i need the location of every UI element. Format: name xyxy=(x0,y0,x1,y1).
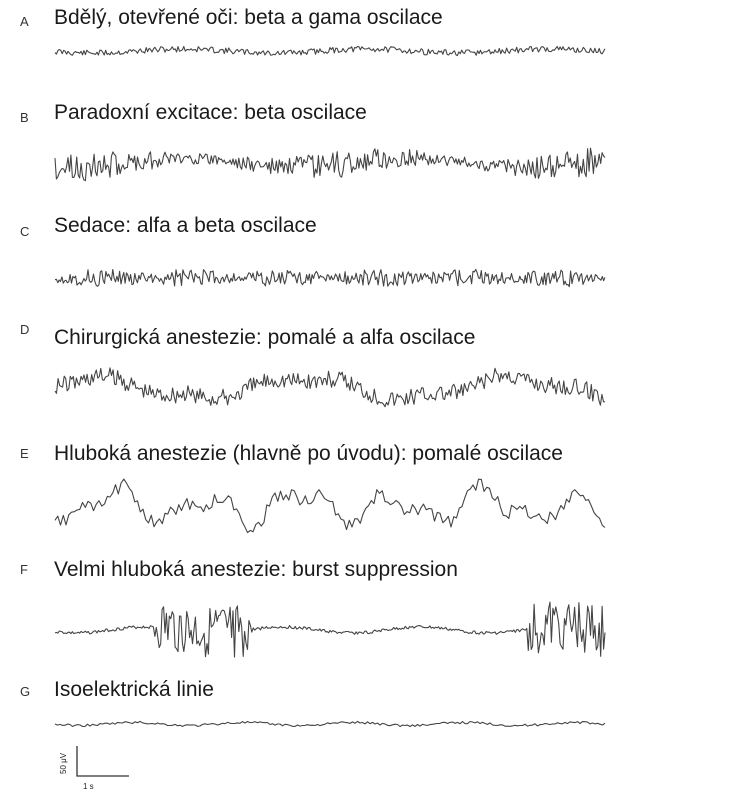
panel-letter: D xyxy=(20,322,30,337)
panel-letter: A xyxy=(20,14,29,29)
panel-title: Bdělý, otevřené oči: beta a gama oscilace xyxy=(54,6,443,29)
scale-time-label: 1 s xyxy=(83,782,94,791)
panel-title: Isoelektrická linie xyxy=(54,678,214,701)
panel-letter: C xyxy=(20,224,30,239)
panel-title: Chirurgická anestezie: pomalé a alfa oscilace xyxy=(54,326,476,349)
panel-title: Sedace: alfa a beta oscilace xyxy=(54,214,317,237)
eeg-trace-f xyxy=(55,590,605,670)
panel-letter: B xyxy=(20,110,29,125)
eeg-trace-e xyxy=(55,472,605,542)
panel-title: Velmi hluboká anestezie: burst suppression xyxy=(54,558,458,581)
panel-title: Paradoxní excitace: beta oscilace xyxy=(54,101,367,124)
scale-bar-lines xyxy=(55,740,145,790)
eeg-trace-a xyxy=(55,36,605,66)
eeg-trace-b xyxy=(55,128,605,198)
scale-bar xyxy=(55,740,145,790)
panel-letter: F xyxy=(20,562,28,577)
eeg-trace-c xyxy=(55,258,605,298)
panel-title: Hluboká anestezie (hlavně po úvodu): pomalé oscilace xyxy=(54,442,563,465)
panel-letter: E xyxy=(20,446,29,461)
scale-amplitude-label: 50 μV xyxy=(59,752,68,774)
eeg-trace-d xyxy=(55,358,605,418)
eeg-trace-g xyxy=(55,714,605,734)
panel-letter: G xyxy=(20,684,31,699)
